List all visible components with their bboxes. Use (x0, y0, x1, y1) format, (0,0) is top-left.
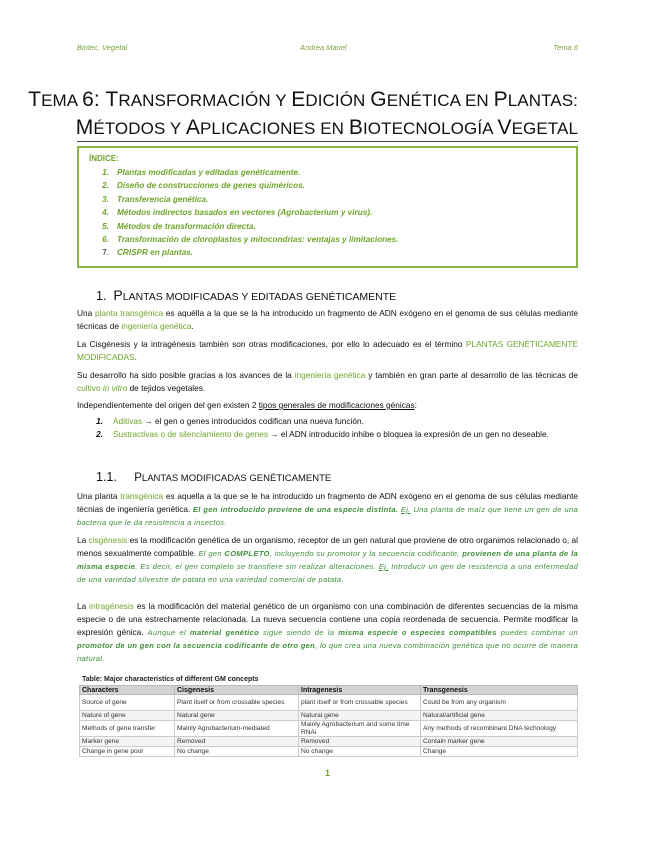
page-title (28, 86, 578, 142)
index-item[interactable]: 1. Plantas modificadas y editadas genéticamente. (102, 168, 301, 177)
table-cell: Natural/artificial gene (421, 711, 578, 721)
table-cell: plant itself or from crossable species (299, 695, 421, 711)
table-cell: No change (175, 747, 299, 757)
paragraph-transgenic: Una planta transgénica es aquélla a la que se la ha introducido un fragmento de ADN exógeno en el genoma de sus células mediante técnicas de ingeniería genética. (77, 308, 579, 331)
header-center: Andrea Mariel (300, 43, 347, 52)
index-item[interactable]: 6. Transformación de cloroplastos y mitocondrias: ventajas y limitaciones. (102, 235, 399, 245)
table-cell: No change (299, 747, 421, 757)
table-header: Transgenesis (421, 686, 578, 695)
section-heading-1-1: 1.1. PLANTAS MODIFICADAS GENÉTICAMENTE (96, 470, 332, 484)
table-cell: Contain marker gene (421, 737, 578, 747)
table-cell: Change (421, 747, 578, 757)
index-item[interactable]: 7. CRISPR en plantas. (102, 248, 193, 258)
index-item[interactable]: 3. Transferencia genética. (102, 194, 209, 204)
index-label: ÍNDICE: (89, 154, 119, 163)
header-right: Tema 6 (553, 43, 578, 52)
title-divider (77, 141, 578, 142)
paragraph-types: Independientemente del origen del gen existen 2 tipos generales de modificaciones génicas: (77, 400, 417, 410)
paragraph-development: Su desarrollo ha sido posible gracias a los avances de la ingeniería genética y también en gran parte al desarrollo de las técnicas de cultivo in vitro de tejidos vegetales. (77, 370, 578, 393)
paragraph-transgenic-detail: Una planta transgénica es aquella a la que se le ha introducido un fragmento de ADN exógeno en el genoma de sus células mediante técnias de ingeniería genética. El gen introducido proviene de una especie distinta. Ej. Una planta de maíz que tiene un gen de una bacteria que le da resistencia a insectos. (77, 491, 579, 527)
table-row (80, 737, 578, 747)
index-item[interactable]: 5. Métodos de transformación directa. (102, 221, 256, 231)
table-cell: Mainly Agrobacterium-mediated (175, 721, 299, 737)
table-cell: Removed (175, 737, 299, 747)
table-cell: Nature of gene (80, 711, 175, 721)
table-cell: Plant itself or from crossable species (175, 695, 299, 711)
table-cell: Change in gene pool (80, 747, 175, 757)
paragraph-cisgenesis-intro: La Cisgénesis y la intragénesis también son otras modificaciones, por ello lo adecuado es el término PLANTAS GENÉTICAMENTE MODIFICADAS. (77, 339, 578, 362)
index-item[interactable]: 4. Métodos indirectos basados en vectores (Agrobacterium y virus). (102, 208, 373, 218)
table-header: Characters (80, 686, 175, 695)
table-cell: Could be from any organism (421, 695, 578, 711)
gm-concepts-table (79, 685, 578, 757)
table-header-row (80, 686, 578, 695)
title-line-1: TEMA 6: TRANSFORMACIÓN Y EDICIÓN GENÉTICA EN PLANTAS: (28, 88, 578, 111)
list-item: 2. Sustractivas o de silenciamiento de genes → el ADN introducido inhibe o bloquea la expresión de un gen no deseable. (96, 429, 549, 439)
paragraph-intragenesis: La intragénesis es la modificación del material genético de un organismo con una combinación de diferentes secuencias de la misma especie o de una estrechamente relacionada. La nueva secuencia contiene una copia reordenada de secuencia. Permite modificar la expresión génica. Aunque el material genético sigue siendo de la misma especie o especies compatibles puedes combinar un promotor de un gen con la secuencia codificante de otro gen, lo que crea una nueva combinación genética que no ocurre de manera natural. (77, 601, 579, 663)
header-left: Biotec. Vegetal (77, 43, 128, 52)
page-number: 1 (324, 768, 330, 778)
table-cell: Methods of gene transfer (80, 721, 175, 737)
index-box (77, 146, 578, 268)
table-cell: Mainly Agrobacterium and some time RNAi (299, 721, 421, 737)
table-header: Intragenesis (299, 686, 421, 695)
table-cell: Removed (299, 737, 421, 747)
list-item: 1. Aditivas → el gen o genes introducidos codifican una nueva función. (96, 416, 364, 426)
table-cell: Marker gene (80, 737, 175, 747)
table-cell: Natural gene (175, 711, 299, 721)
table-row (80, 721, 578, 737)
table-row (80, 695, 578, 711)
section-heading-1: 1. PLANTAS MODIFICADAS Y EDITADAS GENÉTICAMENTE (96, 287, 397, 303)
paragraph-cisgenesis: La cisgénesis es la modificación genética de un organismo, receptor de un gen natural que proviene de otro organimos relacionado o, al menos sexualmente compatible. El gen COMPLETO, incluyendo su promotor y la secuencia codificante, provienen de una planta de la misma especie. Es decir, el gen completo se transfiere sin realizar alteraciones. Ej. Introducir un gen de resistencia a una enfermedad de una variedad silvestre de patata en una variedad comercial de patata. (77, 535, 578, 584)
title-line-2: MÉTODOS Y APLICACIONES EN BIOTECNOLOGÍA VEGETAL (75, 116, 578, 139)
modification-types-list (77, 415, 578, 441)
table-cell: Any methods of recombinant DNA technology (421, 721, 578, 737)
table-cell: Source of gene (80, 695, 175, 711)
table-row (80, 711, 578, 721)
index-item[interactable]: 2. Diseño de construcciones de genes quiméricos. (102, 181, 305, 191)
table-row (80, 747, 578, 757)
table-header: Cisgenesis (175, 686, 299, 695)
table-caption: Table: Major characteristics of different GM concepts (82, 676, 259, 683)
table-cell: Natural gene (299, 711, 421, 721)
